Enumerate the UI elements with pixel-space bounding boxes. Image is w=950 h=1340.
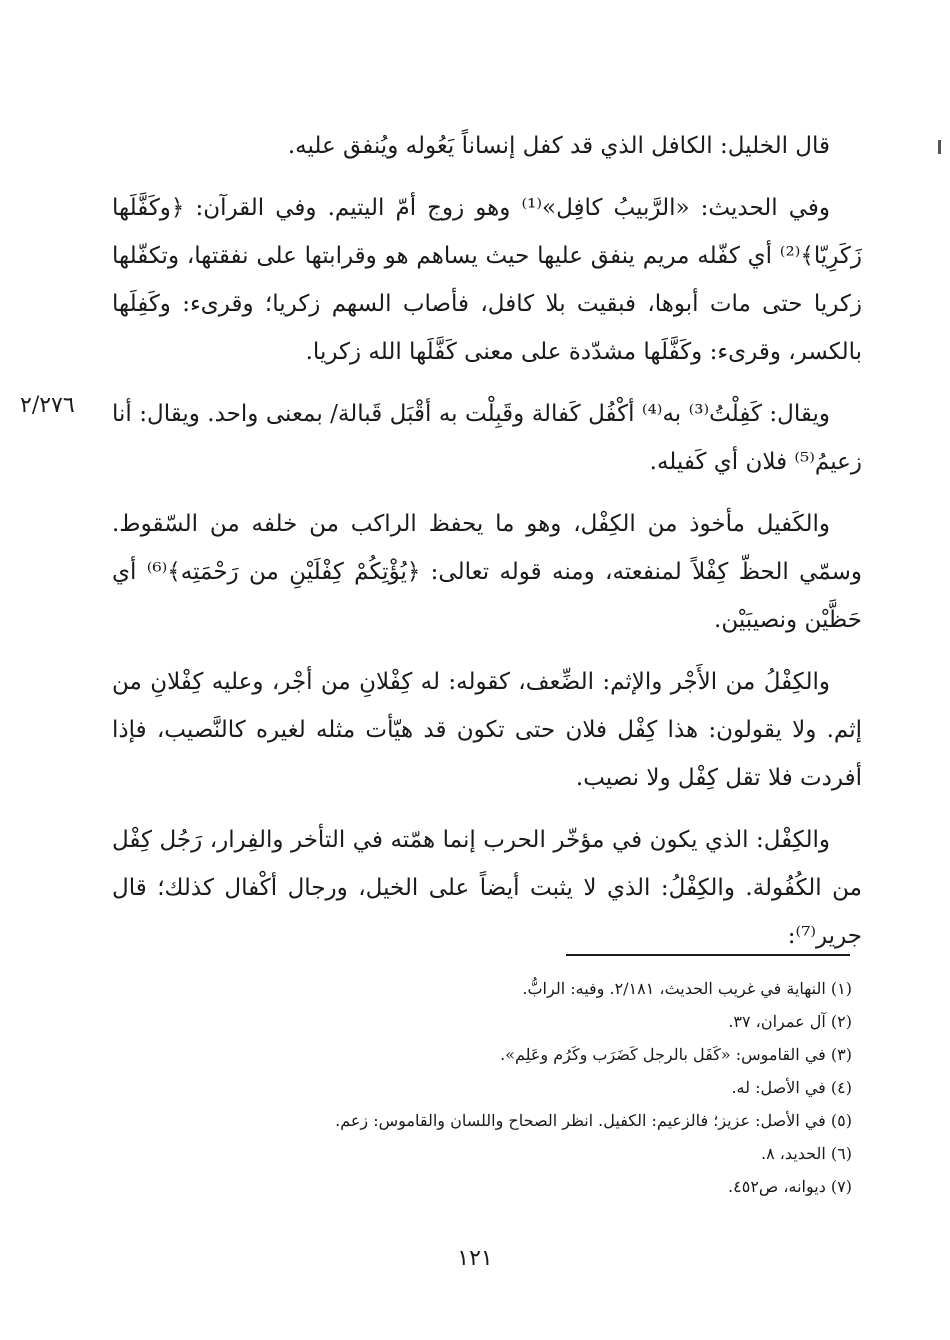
main-text — [112, 122, 862, 974]
footnotes — [112, 972, 852, 1203]
scan-edge-mark — [938, 140, 941, 154]
paragraph-kifl-harb — [112, 816, 862, 960]
paragraph-kifl-ajr — [112, 658, 862, 802]
paragraph-text: قال الخليل: الكافل الذي قد كفل إنساناً يَعُوله ويُنفق عليه. — [287, 133, 830, 159]
paragraph-text: والكِفْل: الذي يكون في مؤخّر الحرب إنما همّته في التأخر والفِرار، رَجُل كِفْل من الكُفُولة. والكِفْلُ: الذي لا يثبت أيضاً على الخيل، ورجال أكْفال كذلك؛ قال جرير⁽⁷⁾: — [112, 827, 862, 949]
paragraph-text: والكَفيل مأخوذ من الكِفْل، وهو ما يحفظ الراكب من خلفه من السّقوط. وسمّي الحظّ كِفْلاً لمنفعته، ومنه قوله تعالى: ﴿يُؤْتِكُمْ كِفْلَيْنِ من رَحْمَتِه﴾⁽⁶⁾ أي حَظَّيْن ونصيبَيْن. — [112, 511, 862, 633]
footnote-divider — [566, 954, 850, 956]
paragraph-kafil — [112, 500, 862, 644]
paragraph-khalil — [112, 122, 862, 170]
footnote-1: (١) النهاية في غريب الحديث، ٢/١٨١. وفيه: الرابُّ. — [522, 979, 852, 998]
footnote-5: (٥) في الأصل: عزيز؛ فالزعيم: الكفيل. انظر الصحاح واللسان والقاموس: زعم. — [335, 1111, 852, 1130]
footnote-3: (٣) في القاموس: «كَفَل بالرجل كَضَرَب وكَرُم وعَلِم». — [500, 1045, 852, 1064]
paragraph-text: ويقال: كَفِلْتُ⁽³⁾ به⁽⁴⁾ أكْفُل كَفالة وقَبِلْت به أقْبَل قَبالة/ بمعنى واحد. ويقال: أنا زعيمُ⁽⁵⁾ فلان أي كَفيله. — [112, 401, 862, 475]
footnote-4: (٤) في الأصل: له. — [731, 1078, 852, 1097]
footnote-7: (٧) ديوانه، ص٤٥٢. — [728, 1177, 852, 1196]
margin-page-reference: ٢/٢٧٦ — [20, 393, 75, 418]
paragraph-hadith — [112, 184, 862, 376]
footnote-6: (٦) الحديد، ٨. — [760, 1144, 852, 1163]
paragraph-text: وفي الحديث: «الرَّبيبُ كافِل»⁽¹⁾ وهو زوج أمّ اليتيم. وفي القرآن: ﴿وكَفَّلَها زَكَرِيّا﴾⁽²⁾ أي كفّله مريم ينفق عليها حيث يساهم هو وقرابتها على نفقتها، وتكفّلها زكريا حتى مات أبوها، فبقيت بلا كافل، فأصاب السهم زكريا؛ وقرىء: وكَفِلَها بالكسر، وقرىء: وكَفَّلَها مشدّدة على معنى كَفَّلَها الله زكريا. — [112, 195, 862, 365]
footnote-2: (٢) آل عمران، ٣٧. — [728, 1012, 852, 1031]
paragraph-text: والكِفْلُ من الأَجْر والإثم: الضِّعف، كقوله: له كِفْلانِ من أجْر، وعليه كِفْلانِ من إثم. ولا يقولون: هذا كِفْل فلان حتى تكون قد هيّأت مثله لغيره كالنَّصيب، فإذا أفردت فلا تقل كِفْل ولا نصيب. — [112, 669, 862, 791]
paragraph-kafalah — [112, 390, 862, 486]
page-number: ١٢١ — [457, 1246, 493, 1271]
